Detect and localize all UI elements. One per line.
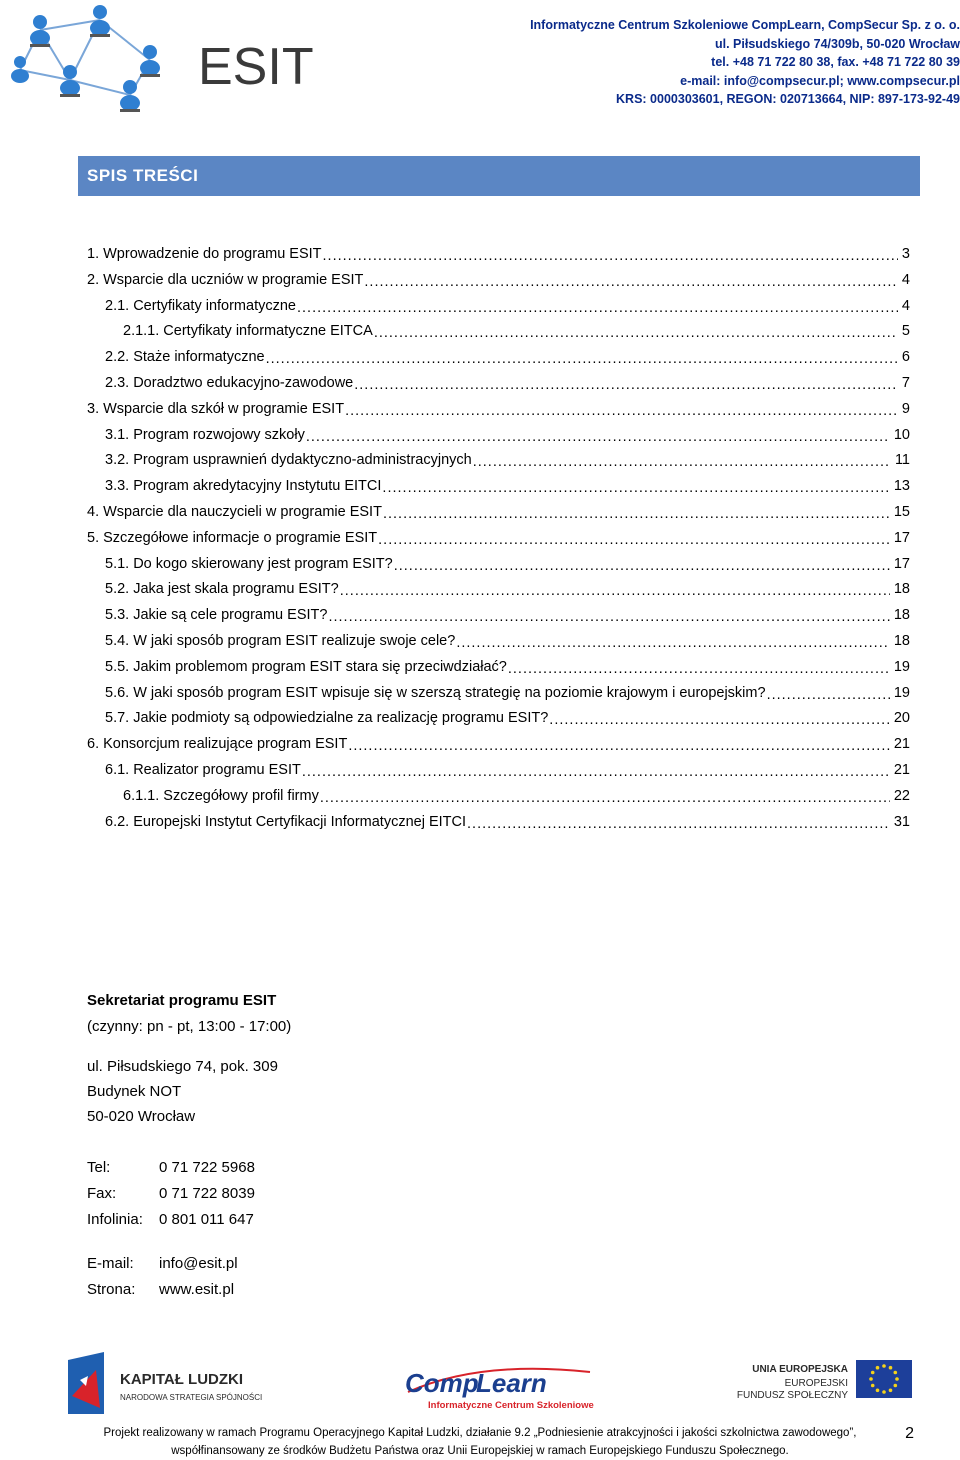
toc-entry[interactable]: [123, 784, 910, 804]
svg-text:KAPITAŁ LUDZKI: KAPITAŁ LUDZKI: [120, 1371, 243, 1388]
phone-value: 0 71 722 5968: [159, 1159, 255, 1176]
toc-entry-title: 5.3. Jakie są cele programu ESIT?: [105, 607, 327, 623]
address-line: ul. Piłsudskiego 74, pok. 309: [87, 1058, 278, 1075]
toc-leader-dots: [377, 528, 890, 546]
esit-logo: [0, 0, 320, 120]
toc-entry-page: 31: [890, 814, 910, 830]
contact-line: e-mail: info@compsecur.pl; www.compsecur.pl: [520, 72, 960, 91]
toc-leader-dots: [373, 321, 898, 339]
toc-entry-page: 4: [898, 272, 910, 288]
svg-text:Learn: Learn: [476, 1368, 547, 1398]
eu-star-icon: [889, 1366, 893, 1370]
svg-text:NARODOWA STRATEGIA SPÓJNOŚCI: NARODOWA STRATEGIA SPÓJNOŚCI: [120, 1393, 262, 1402]
fax-row: [87, 1185, 255, 1202]
toc-entry-page: 18: [890, 633, 910, 649]
toc-entry-title: 3. Wsparcie dla szkół w programie ESIT: [87, 401, 344, 417]
company-contact-block: [520, 16, 960, 109]
toc-leader-dots: [319, 786, 890, 804]
toc-entry[interactable]: [87, 526, 910, 546]
toc-entry[interactable]: [87, 500, 910, 520]
toc-entry-page: 17: [890, 530, 910, 546]
toc-leader-dots: [296, 296, 898, 314]
toc-entry-title: 5.4. W jaki sposób program ESIT realizuje swoje cele?: [105, 633, 455, 649]
eu-star-icon: [894, 1371, 898, 1375]
toc-entry-title: 6.1. Realizator programu ESIT: [105, 762, 301, 778]
toc-entry-page: 3: [898, 246, 910, 262]
eu-star-icon: [882, 1390, 886, 1394]
toc-entry[interactable]: [105, 706, 910, 726]
toc-entry[interactable]: [105, 552, 910, 572]
phone-label: Tel:: [87, 1159, 159, 1176]
toc-leader-dots: [548, 708, 890, 726]
secretariat-hours: (czynny: pn - pt, 13:00 - 17:00): [87, 1014, 291, 1040]
footer-line-2: współfinansowany ze środków Budżetu Państwa oraz Unii Europejskiej w ramach Europejskiego Funduszu Społecznego.: [0, 1443, 960, 1460]
toc-entry-page: 7: [898, 375, 910, 391]
toc-entry[interactable]: [105, 810, 910, 830]
toc-entry-title: 1. Wprowadzenie do programu ESIT: [87, 246, 322, 262]
eu-star-icon: [895, 1377, 899, 1381]
toc-entry[interactable]: [105, 423, 910, 443]
toc-entry-page: 18: [890, 581, 910, 597]
toc-leader-dots: [344, 399, 898, 417]
toc-entry-page: 21: [890, 762, 910, 778]
toc-entry-page: 21: [890, 736, 910, 752]
eu-star-icon: [882, 1364, 886, 1368]
toc-entry[interactable]: [87, 242, 910, 262]
website-label: Strona:: [87, 1281, 159, 1298]
toc-leader-dots: [766, 683, 890, 701]
email-row: [87, 1255, 238, 1272]
toc-entry-title: 3.1. Program rozwojowy szkoły: [105, 427, 305, 443]
address-line: Budynek NOT: [87, 1083, 181, 1100]
toc-entry-page: 20: [890, 710, 910, 726]
toc-leader-dots: [265, 347, 898, 365]
toc-leader-dots: [472, 450, 891, 468]
toc-leader-dots: [466, 812, 890, 830]
email-label: E-mail:: [87, 1255, 159, 1272]
eu-star-icon: [894, 1384, 898, 1388]
eu-star-icon: [871, 1384, 875, 1388]
fax-value: 0 71 722 8039: [159, 1185, 255, 1202]
svg-text:Comp: Comp: [405, 1368, 479, 1398]
toc-entry[interactable]: [105, 448, 910, 468]
toc-entry-title: 5. Szczegółowe informacje o programie ESIT: [87, 530, 377, 546]
toc-leader-dots: [322, 244, 898, 262]
toc-leader-dots: [347, 734, 890, 752]
kapital-ludzki-logo: [68, 1352, 262, 1414]
eu-star-icon: [876, 1389, 880, 1393]
eu-star-icon: [889, 1389, 893, 1393]
toc-leader-dots: [339, 579, 890, 597]
network-people-icon: [0, 0, 320, 120]
toc-entry[interactable]: [105, 474, 910, 494]
toc-entry-page: 19: [890, 659, 910, 675]
toc-entry-page: 4: [898, 298, 910, 314]
toc-leader-dots: [381, 476, 889, 494]
toc-entry-title: 5.1. Do kogo skierowany jest program ESIT?: [105, 556, 393, 572]
toc-entry-title: 4. Wsparcie dla nauczycieli w programie ESIT: [87, 504, 382, 520]
eu-logo: [737, 1360, 912, 1401]
toc-entry-title: 3.3. Program akredytacyjny Instytutu EITCI: [105, 478, 381, 494]
toc-entry[interactable]: [105, 294, 910, 314]
phone-row: [87, 1159, 255, 1176]
secretariat-block: [87, 988, 291, 1039]
secretariat-title: Sekretariat programu ESIT: [87, 988, 291, 1014]
toc-entry-page: 15: [890, 504, 910, 520]
svg-text:Informatyczne Centrum Szkoleni: Informatyczne Centrum Szkoleniowe: [428, 1400, 594, 1411]
footer-project-note: [0, 1425, 960, 1460]
footer-line-1: Projekt realizowany w ramach Programu Operacyjnego Kapitał Ludzki, działanie 9.2 „Podniesienie atrakcyjności i jakości szkolnictwa zawodowego”,: [0, 1425, 960, 1443]
toc-entry[interactable]: [87, 397, 910, 417]
website-value[interactable]: www.esit.pl: [159, 1281, 234, 1298]
toc-leader-dots: [301, 760, 890, 778]
toc-entry-title: 6.2. Europejski Instytut Certyfikacji Informatycznej EITCI: [105, 814, 466, 830]
footer-logos: [0, 1350, 960, 1420]
toc-leader-dots: [455, 631, 890, 649]
toc-leader-dots: [507, 657, 890, 675]
toc-entry[interactable]: [87, 732, 910, 752]
toc-entry[interactable]: [105, 371, 910, 391]
toc-entry-title: 5.7. Jakie podmioty są odpowiedzialne za realizację programu ESIT?: [105, 710, 548, 726]
toc-entry[interactable]: [105, 758, 910, 778]
contact-line: ul. Piłsudskiego 74/309b, 50-020 Wrocław: [520, 35, 960, 54]
eu-star-icon: [871, 1371, 875, 1375]
toc-entry-title: 2. Wsparcie dla uczniów w programie ESIT: [87, 272, 363, 288]
toc-entry[interactable]: [105, 577, 910, 597]
svg-text:UNIA EUROPEJSKA: UNIA EUROPEJSKA: [752, 1364, 848, 1375]
fax-label: Fax:: [87, 1185, 159, 1202]
hotline-value: 0 801 011 647: [159, 1211, 254, 1228]
toc-entry-page: 13: [890, 478, 910, 494]
toc-entry-title: 5.6. W jaki sposób program ESIT wpisuje się w szerszą strategię na poziomie krajowym i europejskim?: [105, 685, 766, 701]
toc-entry-title: 6. Konsorcjum realizujące program ESIT: [87, 736, 347, 752]
toc-entry[interactable]: [87, 268, 910, 288]
toc-entry[interactable]: [105, 345, 910, 365]
toc-entry-title: 6.1.1. Szczegółowy profil firmy: [123, 788, 319, 804]
hotline-row: [87, 1211, 254, 1228]
website-row: [87, 1281, 234, 1298]
toc-entry-title: 2.1.1. Certyfikaty informatyczne EITCA: [123, 323, 373, 339]
toc-entry-page: 22: [890, 788, 910, 804]
toc-leader-dots: [353, 373, 898, 391]
toc-leader-dots: [327, 605, 889, 623]
toc-entry-page: 10: [890, 427, 910, 443]
eu-star-icon: [876, 1366, 880, 1370]
toc-entry-title: 5.2. Jaka jest skala programu ESIT?: [105, 581, 339, 597]
toc-entry[interactable]: [105, 655, 910, 675]
toc-entry-page: 18: [890, 607, 910, 623]
toc-leader-dots: [305, 425, 890, 443]
address-line: 50-020 Wrocław: [87, 1108, 195, 1125]
toc-entry[interactable]: [105, 629, 910, 649]
toc-entry-title: 2.3. Doradztwo edukacyjno-zawodowe: [105, 375, 353, 391]
esit-logo-text: ESIT: [198, 38, 314, 96]
hotline-label: Infolinia:: [87, 1211, 159, 1228]
toc-entry-page: 11: [891, 452, 910, 468]
contact-line: KRS: 0000303601, REGON: 020713664, NIP: 897-173-92-49: [520, 90, 960, 109]
page-number: 2: [905, 1425, 914, 1443]
toc-leader-dots: [382, 502, 890, 520]
eu-star-icon: [869, 1377, 873, 1381]
toc-entry-page: 5: [898, 323, 910, 339]
toc-entry-page: 17: [890, 556, 910, 572]
contact-line: Informatyczne Centrum Szkoleniowe CompLearn, CompSecur Sp. z o. o.: [520, 16, 960, 35]
toc-entry-title: 5.5. Jakim problemom program ESIT stara się przeciwdziałać?: [105, 659, 507, 675]
toc-entry[interactable]: [123, 319, 910, 339]
toc-entry-title: 3.2. Program usprawnień dydaktyczno-administracyjnych: [105, 452, 472, 468]
toc-entry[interactable]: [105, 681, 910, 701]
toc-heading-bar: [78, 156, 920, 196]
toc-entry-title: 2.2. Staże informatyczne: [105, 349, 265, 365]
svg-text:FUNDUSZ SPOŁECZNY: FUNDUSZ SPOŁECZNY: [737, 1390, 848, 1401]
toc-entry[interactable]: [105, 603, 910, 623]
toc-leader-dots: [363, 270, 898, 288]
toc-leader-dots: [393, 554, 890, 572]
toc-entry-title: 2.1. Certyfikaty informatyczne: [105, 298, 296, 314]
svg-text:EUROPEJSKI: EUROPEJSKI: [785, 1378, 848, 1389]
email-value[interactable]: info@esit.pl: [159, 1255, 238, 1272]
toc-title: SPIS TREŚCI: [87, 166, 198, 186]
toc-entry-page: 9: [898, 401, 910, 417]
toc-entry-page: 19: [890, 685, 910, 701]
toc-entry-page: 6: [898, 349, 910, 365]
complearn-logo: [405, 1368, 594, 1411]
contact-line: tel. +48 71 722 80 38, fax. +48 71 722 80 39: [520, 53, 960, 72]
